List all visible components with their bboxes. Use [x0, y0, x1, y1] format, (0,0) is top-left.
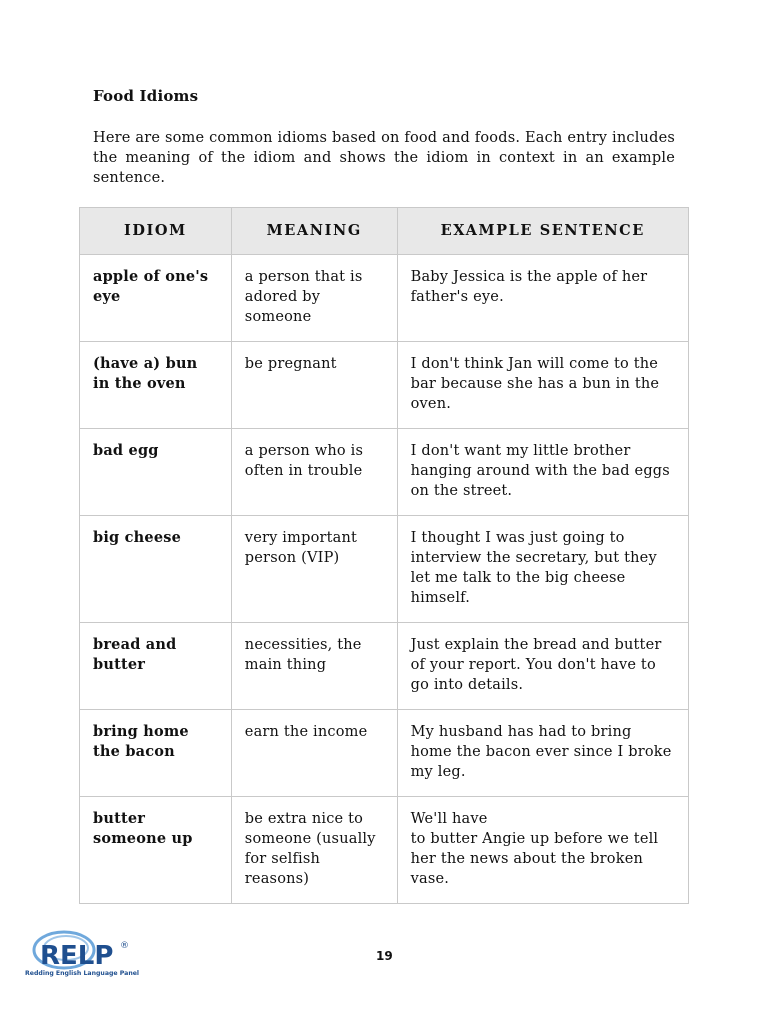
logo-subtext: Redding English Language Panel: [25, 970, 140, 977]
idiom-cell: big cheese: [80, 516, 232, 623]
header-idiom: IDIOM: [80, 208, 232, 255]
idiom-cell: bread and butter: [80, 623, 232, 710]
example-cell: I thought I was just going to interview the secretary, but they let me talk to the big cheese himself.: [397, 516, 688, 623]
meaning-cell: be pregnant: [231, 342, 397, 429]
idiom-cell: bring home the bacon: [80, 710, 232, 797]
example-cell: My husband has had to bring home the bacon ever since I broke my leg.: [397, 710, 688, 797]
table-row: [80, 342, 689, 429]
idiom-cell: bad egg: [80, 429, 232, 516]
table-row: [80, 797, 689, 904]
idiom-cell: (have a) bun in the oven: [80, 342, 232, 429]
table-row: [80, 516, 689, 623]
meaning-cell: very important person (VIP): [231, 516, 397, 623]
table-header-row: [80, 208, 689, 255]
page-number: 19: [376, 949, 393, 963]
table-row: [80, 255, 689, 342]
header-meaning: MEANING: [231, 208, 397, 255]
page-title: Food Idioms: [93, 87, 199, 105]
example-cell: I don't think Jan will come to the bar because she has a bun in the oven.: [397, 342, 688, 429]
relp-logo: [24, 928, 144, 980]
example-cell: Just explain the bread and butter of your report. You don't have to go into details.: [397, 623, 688, 710]
example-cell: We'll have to butter Angie up before we tell her the news about the broken vase.: [397, 797, 688, 904]
logo-text: RELP: [40, 941, 114, 971]
table-row: [80, 710, 689, 797]
meaning-cell: a person who is often in trouble: [231, 429, 397, 516]
table-row: [80, 429, 689, 516]
idioms-table: [79, 207, 689, 904]
meaning-cell: be extra nice to someone (usually for selfish reasons): [231, 797, 397, 904]
example-cell: Baby Jessica is the apple of her father's eye.: [397, 255, 688, 342]
logo-registered-mark: ®: [120, 941, 129, 951]
meaning-cell: a person that is adored by someone: [231, 255, 397, 342]
intro-paragraph: Here are some common idioms based on food and foods. Each entry includes the meaning of the idiom and shows the idiom in context in an example sentence.: [93, 130, 675, 186]
meaning-cell: necessities, the main thing: [231, 623, 397, 710]
meaning-cell: earn the income: [231, 710, 397, 797]
idiom-cell: butter someone up: [80, 797, 232, 904]
idiom-cell: apple of one's eye: [80, 255, 232, 342]
example-cell: I don't want my little brother hanging around with the bad eggs on the street.: [397, 429, 688, 516]
table-row: [80, 623, 689, 710]
header-example-sentence: EXAMPLE SENTENCE: [397, 208, 688, 255]
